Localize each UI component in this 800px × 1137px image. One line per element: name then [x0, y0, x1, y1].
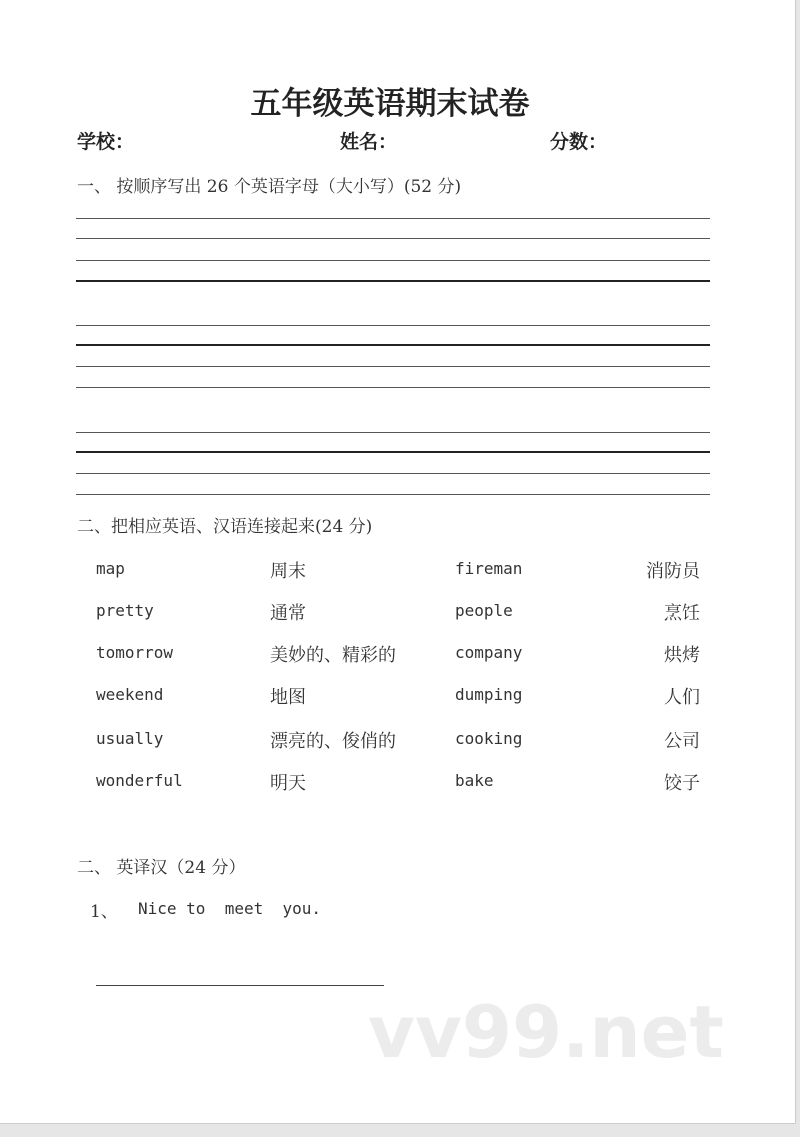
- match-en2-cell: company: [455, 643, 523, 662]
- match-cn1-cell: 周末: [270, 561, 306, 582]
- writing-line: [76, 494, 710, 495]
- match-cn1-cell: 美妙的、精彩的: [270, 645, 396, 666]
- writing-line: [76, 218, 710, 219]
- watermark: vv99.net: [368, 990, 724, 1074]
- writing-line: [76, 432, 710, 433]
- section3-heading: 二、 英译汉（24 分）: [77, 858, 246, 878]
- page-title: 五年级英语期末试卷: [250, 86, 530, 122]
- match-en1-cell: pretty: [96, 601, 154, 620]
- score-label: 分数：: [550, 131, 608, 153]
- match-en2-cell: people: [455, 601, 513, 620]
- writing-line: [76, 366, 710, 367]
- question-text: Nice to meet you.: [138, 899, 322, 918]
- school-label: 学校：: [77, 131, 135, 153]
- match-en2-cell: dumping: [455, 685, 523, 704]
- match-en1-cell: weekend: [96, 685, 164, 704]
- match-cn2-cell: 烹饪: [664, 603, 700, 624]
- writing-line: [76, 344, 710, 346]
- match-en1-cell: tomorrow: [96, 643, 174, 662]
- match-cn1-cell: 通常: [270, 603, 306, 624]
- writing-line: [76, 473, 710, 474]
- match-en1-cell: wonderful: [96, 771, 183, 790]
- section1-heading: 一、 按顺序写出 26 个英语字母（大小写）(52 分): [77, 177, 462, 197]
- match-cn2-cell: 饺子: [664, 773, 700, 794]
- match-cn1-cell: 漂亮的、俊俏的: [270, 731, 396, 752]
- match-en2-cell: bake: [455, 771, 494, 790]
- match-cn1-cell: 明天: [270, 773, 306, 794]
- writing-line: [76, 451, 710, 453]
- name-label: 姓名：: [340, 131, 398, 153]
- writing-line: [76, 260, 710, 261]
- match-cn1-cell: 地图: [270, 687, 306, 708]
- match-en1-cell: map: [96, 559, 125, 578]
- writing-line: [76, 387, 710, 388]
- match-cn2-cell: 消防员: [646, 561, 700, 582]
- writing-line: [76, 325, 710, 326]
- match-cn2-cell: 人们: [664, 687, 700, 708]
- writing-line: [76, 238, 710, 239]
- match-cn2-cell: 公司: [664, 731, 700, 752]
- match-cn2-cell: 烘烤: [664, 645, 700, 666]
- match-en2-cell: cooking: [455, 729, 523, 748]
- answer-line[interactable]: [96, 985, 384, 986]
- question-number: 1、: [90, 902, 118, 922]
- section2-heading: 二、把相应英语、汉语连接起来(24 分): [77, 517, 373, 537]
- writing-line: [76, 280, 710, 282]
- match-en2-cell: fireman: [455, 559, 523, 578]
- match-en1-cell: usually: [96, 729, 164, 748]
